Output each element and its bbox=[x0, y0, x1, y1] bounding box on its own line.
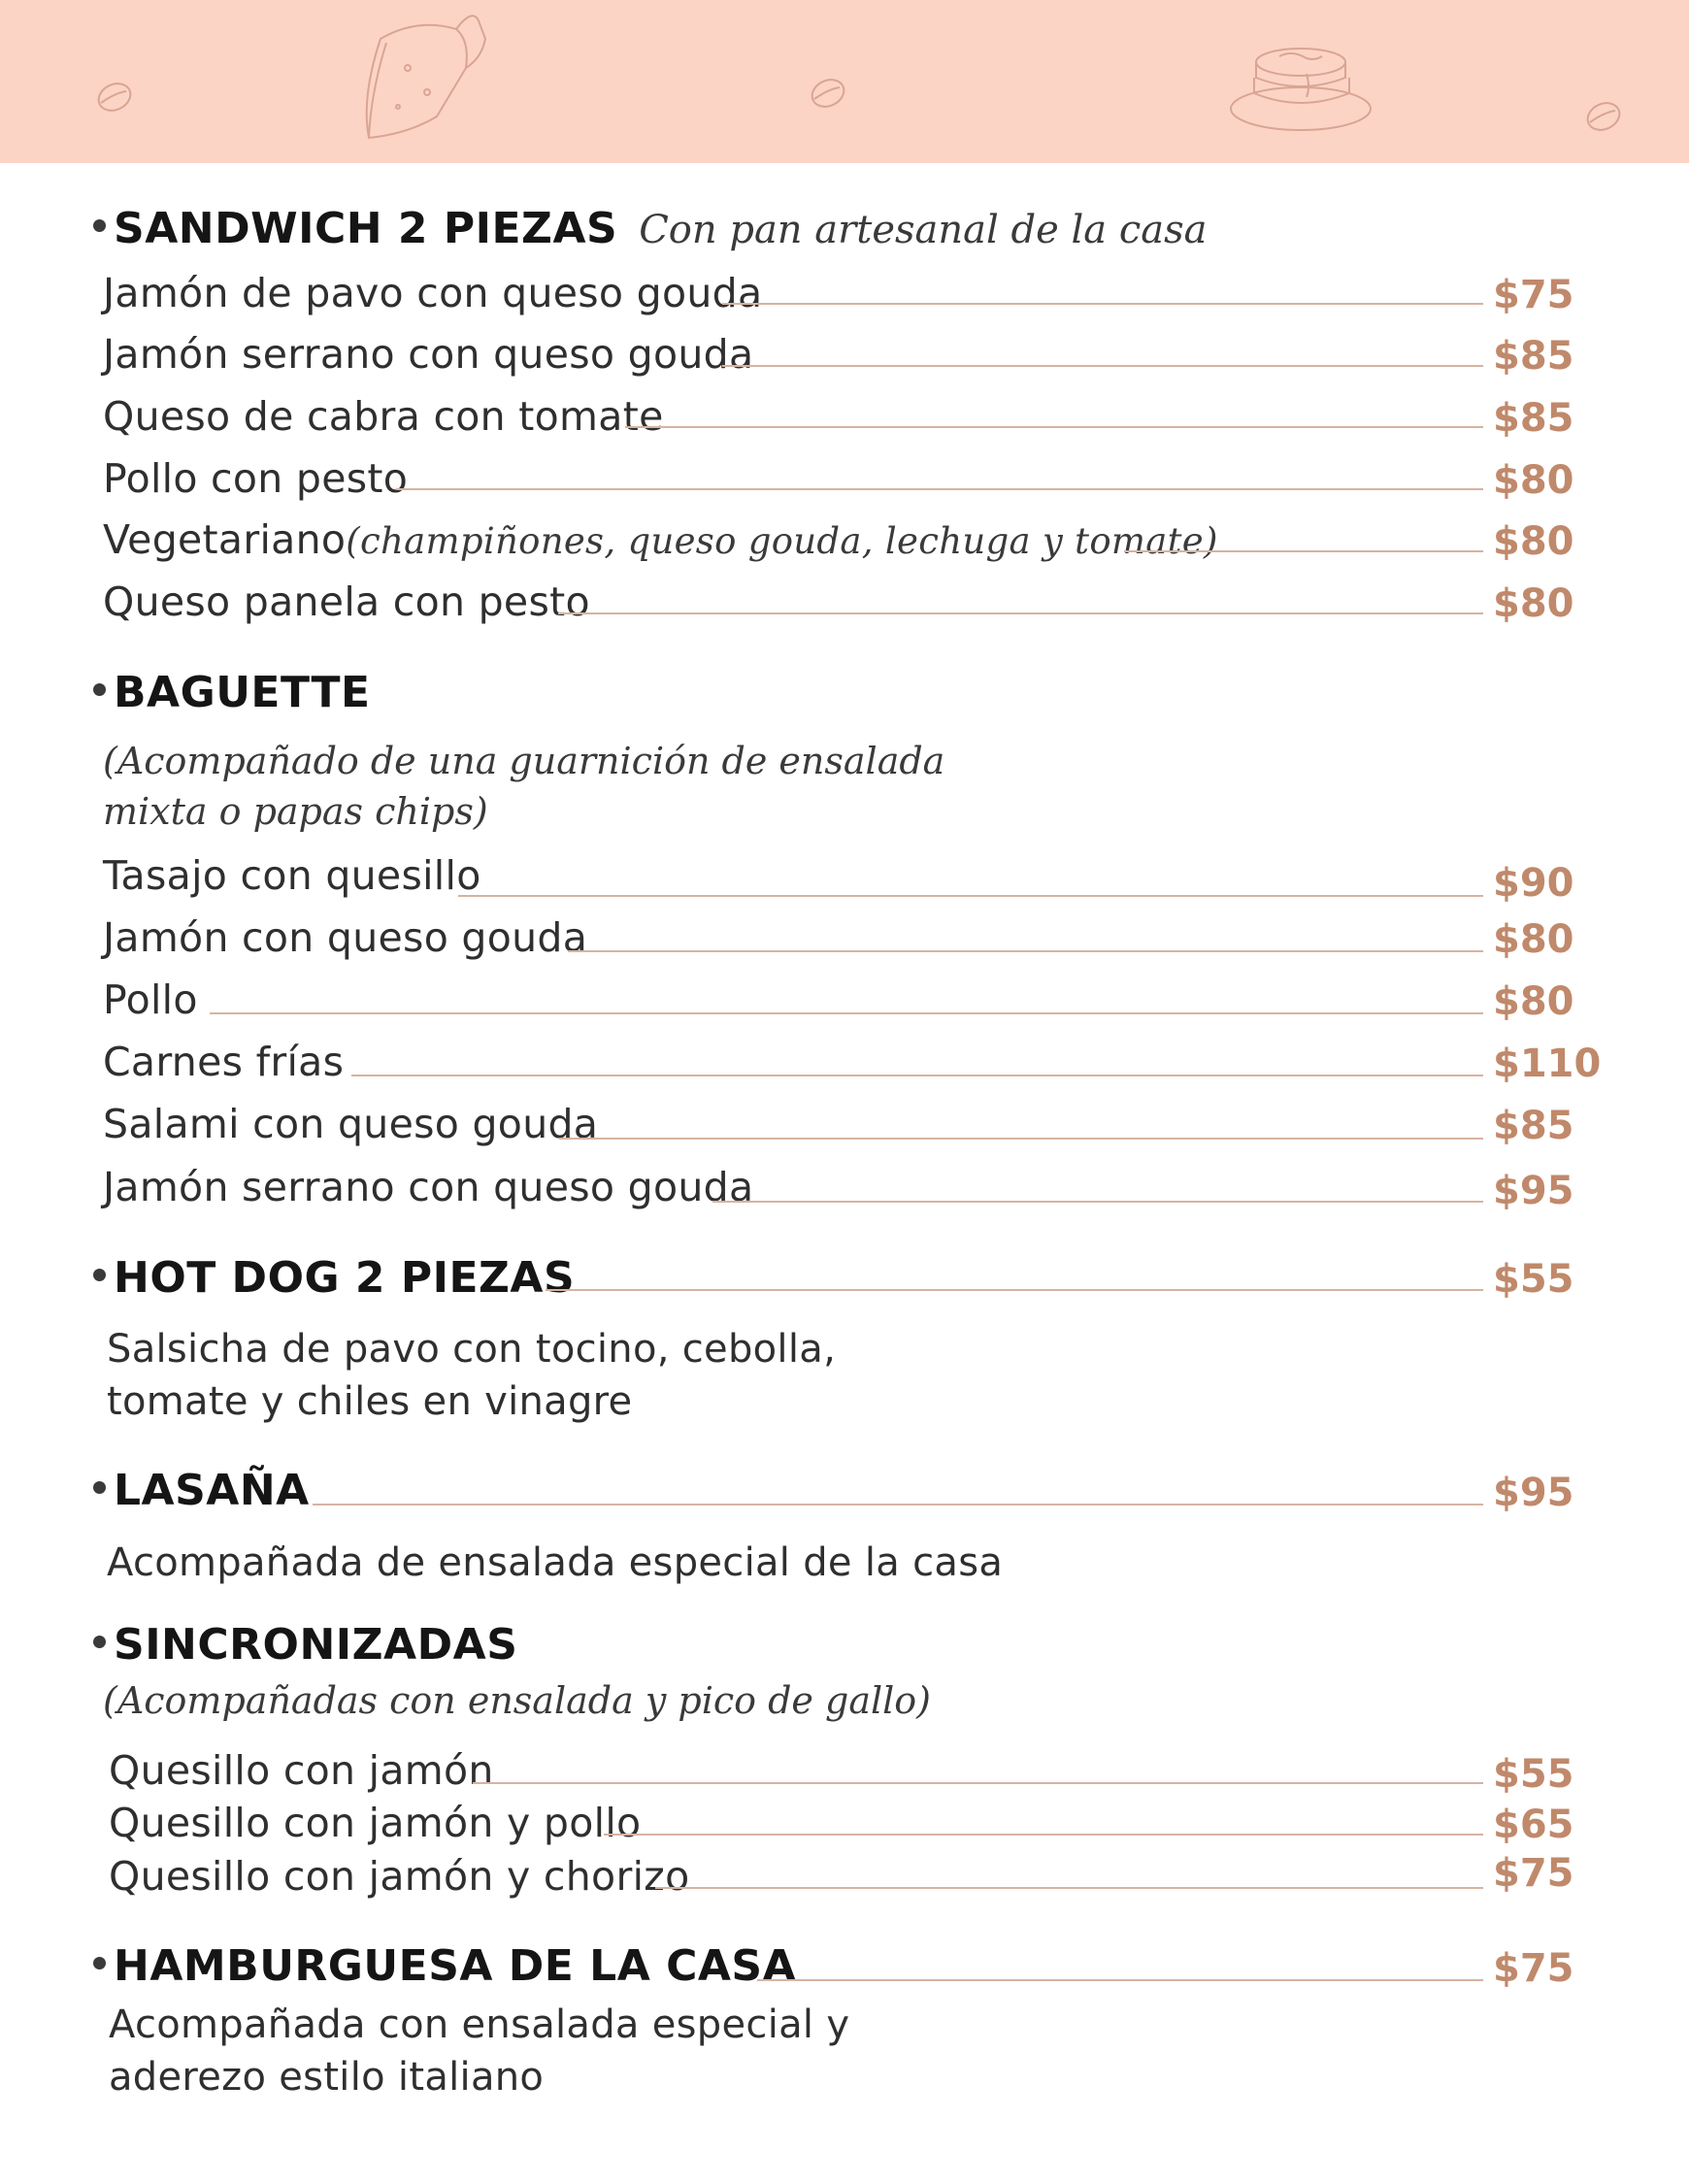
dotted-leader bbox=[351, 1075, 1483, 1076]
section-note-baguette: (Acompañado de una guarnición de ensalada bbox=[103, 740, 945, 782]
item-price: $75 bbox=[1493, 1851, 1574, 1896]
header-decoration bbox=[0, 0, 1689, 163]
item-price: $80 bbox=[1493, 917, 1574, 962]
item-price: $90 bbox=[1493, 861, 1574, 906]
item-description: tomate y chiles en vinagre bbox=[107, 1379, 633, 1424]
list-item: Quesillo con jamón y pollo bbox=[109, 1800, 642, 1846]
dotted-leader bbox=[559, 1138, 1483, 1140]
item-price: $80 bbox=[1493, 458, 1574, 503]
item-price: $85 bbox=[1493, 334, 1574, 379]
item-price: $75 bbox=[1493, 273, 1574, 317]
bullet bbox=[93, 1481, 106, 1494]
bread-slice-icon bbox=[367, 16, 485, 138]
item-description: Acompañada con ensalada especial y bbox=[109, 2002, 850, 2047]
pancakes-icon bbox=[1231, 49, 1371, 130]
list-item: Quesillo con jamón bbox=[109, 1747, 494, 1794]
dotted-leader bbox=[473, 1782, 1483, 1784]
section-title-hamburguesa: HAMBURGUESA DE LA CASA bbox=[93, 1945, 796, 1988]
dotted-leader bbox=[722, 303, 1483, 305]
bullet bbox=[93, 1957, 106, 1969]
section-title-lasana: LASAÑA bbox=[93, 1470, 310, 1512]
list-item: Vegetariano(champiñones, queso gouda, lechuga y tomate) bbox=[103, 516, 1218, 563]
dotted-leader bbox=[396, 488, 1483, 490]
dotted-leader bbox=[712, 1201, 1483, 1203]
dotted-leader bbox=[722, 365, 1483, 367]
dotted-leader bbox=[757, 1979, 1483, 1981]
item-price: $80 bbox=[1493, 581, 1574, 626]
list-item: Jamón con queso gouda bbox=[103, 914, 588, 961]
list-item: Quesillo con jamón y chorizo bbox=[109, 1853, 690, 1900]
list-item: Jamón de pavo con queso gouda bbox=[103, 270, 763, 316]
item-price: $80 bbox=[1493, 979, 1574, 1024]
bullet bbox=[93, 1636, 106, 1648]
item-description: aderezo estilo italiano bbox=[109, 2055, 545, 2100]
list-item: Pollo bbox=[103, 976, 198, 1023]
item-price: $95 bbox=[1493, 1471, 1574, 1515]
section-title-sandwich: SANDWICH 2 PIEZAS Con pan artesanal de la casa bbox=[93, 208, 1207, 250]
item-detail: (champiñones, queso gouda, lechuga y tomate) bbox=[346, 520, 1218, 562]
dotted-leader bbox=[568, 950, 1483, 952]
dotted-leader bbox=[655, 1887, 1483, 1889]
item-price: $95 bbox=[1493, 1169, 1574, 1213]
list-item: Jamón serrano con queso gouda bbox=[103, 331, 754, 378]
dotted-leader bbox=[313, 1504, 1483, 1506]
dotted-leader bbox=[546, 1289, 1483, 1291]
bullet bbox=[93, 683, 106, 696]
coffee-bean-icon bbox=[808, 75, 848, 112]
section-title-hotdog: HOT DOG 2 PIEZAS bbox=[93, 1257, 575, 1300]
item-price: $80 bbox=[1493, 519, 1574, 564]
item-description: Salsicha de pavo con tocino, cebolla, bbox=[107, 1327, 837, 1372]
item-price: $55 bbox=[1493, 1257, 1574, 1302]
dotted-leader bbox=[210, 1012, 1483, 1014]
item-price: $75 bbox=[1493, 1946, 1574, 1991]
list-item: Queso de cabra con tomate bbox=[103, 393, 664, 440]
item-price: $55 bbox=[1493, 1752, 1574, 1797]
section-note-sandwich: Con pan artesanal de la casa bbox=[639, 208, 1208, 252]
header-band bbox=[0, 0, 1689, 163]
list-item: Salami con queso gouda bbox=[103, 1101, 599, 1147]
item-price: $85 bbox=[1493, 396, 1574, 441]
list-item: Carnes frías bbox=[103, 1039, 345, 1085]
dotted-leader bbox=[625, 426, 1483, 428]
list-item: Tasajo con quesillo bbox=[103, 852, 481, 899]
coffee-bean-icon bbox=[1583, 98, 1624, 135]
section-title-baguette: BAGUETTE bbox=[93, 672, 371, 714]
bullet bbox=[93, 219, 106, 232]
dotted-leader bbox=[1124, 550, 1483, 552]
list-item: Pollo con pesto bbox=[103, 455, 409, 502]
section-note-sincronizadas: (Acompañadas con ensalada y pico de gallo) bbox=[103, 1679, 931, 1722]
coffee-bean-icon bbox=[94, 79, 135, 116]
item-price: $85 bbox=[1493, 1104, 1574, 1148]
dotted-leader bbox=[458, 895, 1483, 897]
dotted-leader bbox=[558, 612, 1483, 614]
section-title-sincronizadas: SINCRONIZADAS bbox=[93, 1624, 517, 1667]
item-price: $65 bbox=[1493, 1803, 1574, 1847]
bullet bbox=[93, 1269, 106, 1281]
item-description: Acompañada de ensalada especial de la casa bbox=[107, 1540, 1004, 1585]
item-price: $110 bbox=[1493, 1042, 1602, 1086]
list-item: Jamón serrano con queso gouda bbox=[103, 1164, 754, 1210]
section-note-baguette: mixta o papas chips) bbox=[103, 790, 488, 833]
dotted-leader bbox=[604, 1834, 1483, 1836]
list-item: Queso panela con pesto bbox=[103, 579, 590, 625]
